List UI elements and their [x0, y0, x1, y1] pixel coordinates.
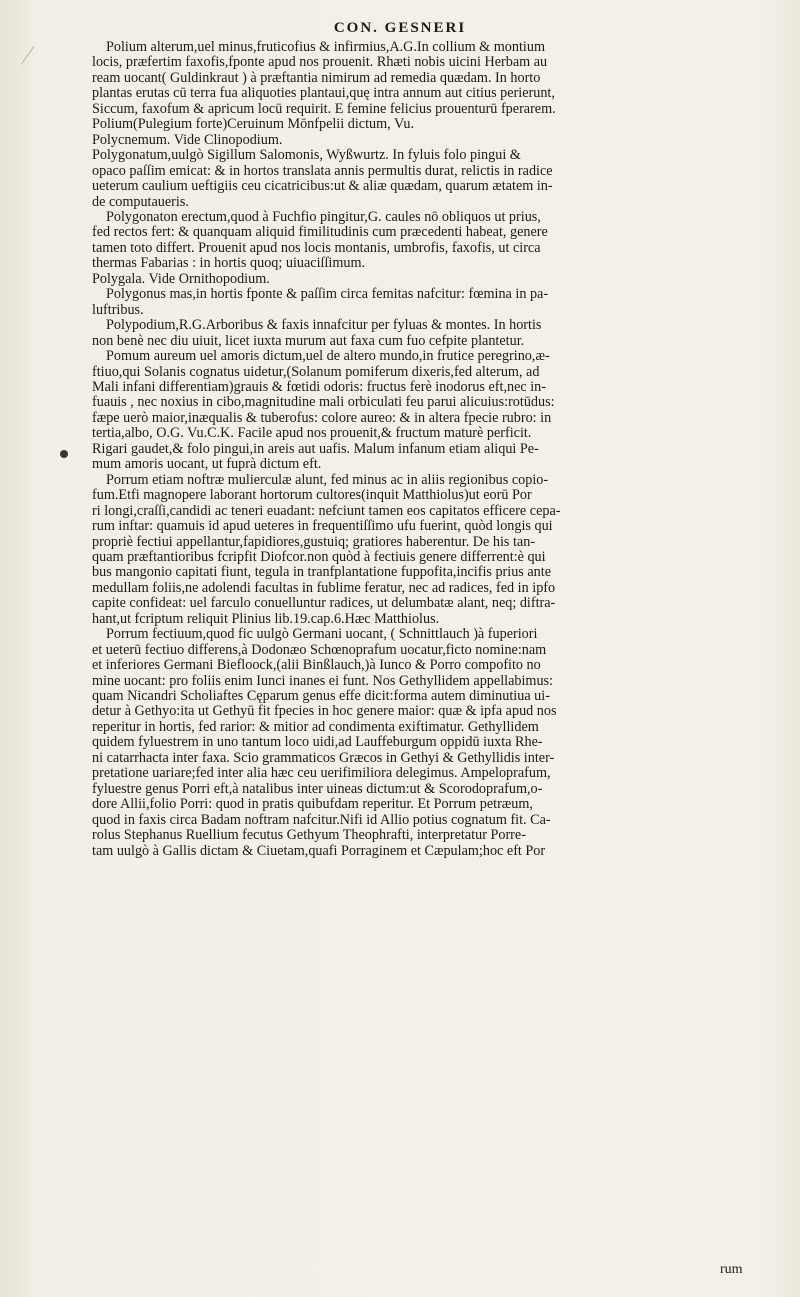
text-line: bus mangonio capitati fiunt, tegula in tranfplantatione fuppofita,incifis prius ante: [92, 564, 552, 581]
text-line: medullam foliis,ne adolendi facultas in fublime feratur, nec ad radices, fed in ipfo: [92, 579, 556, 596]
text-line: Polygala. Vide Ornithopodium.: [92, 270, 270, 287]
text-line: Porrum fectiuum,quod fic uulgò Germani uocant, ( Schnittlauch )à fuperiori: [106, 626, 538, 643]
text-line: thermas Fabarias : in hortis quoq; uiuaciſſimum.: [92, 255, 366, 272]
text-line: rum inftar: quamuis id apud ueteres in frequentiſſimo ufu fuerint, quòd longis qui: [92, 518, 553, 535]
text-line: fum.Etfi magnopere laborant hortorum cultores(inquit Matthiolus)ut eorū Por: [92, 487, 532, 504]
text-line: opaco paſſim emicat: & in hortos translata annis permultis durat, relictis in radice: [92, 162, 553, 179]
text-line: Polygonatum,uulgò Sigillum Salomonis, Wyßwurtz. In fyluis folo pingui &: [92, 147, 521, 164]
text-line: propriè fectiui appellantur,fapidiores,gustuiq; gratiores haberentur. De his tan-: [92, 533, 536, 550]
text-line: dore Allii,folio Porri: quod in pratis quibufdam reperitur. Et Porrum petræum,: [92, 796, 533, 813]
text-line: fed rectos fert: & quanquam aliquid fimilitudinis cum præcedenti habeat, genere: [92, 224, 548, 241]
text-line: luftribus.: [92, 301, 144, 318]
text-line: quidem fyluestrem in uno tantum loco uidi,ad Lauffeburgum oppidū iuxta Rhe-: [92, 734, 543, 751]
text-line: Rigari gaudet,& folo pingui,in areis aut uafis. Malum infanum etiam aliqui Pe-: [92, 440, 539, 457]
text-line: rolus Stephanus Ruellium fecutus Gethyum Theophrafti, interpretatur Porre-: [92, 827, 526, 844]
text-line: Mali infani differentiam)grauis & fœtidi odoris: fructus ferè inodorus eft,nec in-: [92, 378, 546, 395]
text-line: tam uulgò à Gallis dictam & Ciuetam,quafi Porraginem et Cæpulam;hoc eft Por: [92, 842, 546, 859]
text-line: quod in faxis circa Badam noftram nafcitur.Nifi id Allio potius cognatum fit. Ca-: [92, 811, 551, 828]
text-line: fuauis , nec noxius in cibo,magnitudine mali orbiculati feu parui alicuius:rotūdus:: [92, 394, 555, 411]
text-line: hant,ut fcriptum reliquit Plinius lib.19.cap.6.Hæc Matthiolus.: [92, 610, 440, 627]
text-line: Siccum, faxofum & apricum locū requirit. E femine felicius prouenturū fperarem.: [92, 100, 556, 117]
running-header: CON. GESNERI: [333, 20, 467, 36]
text-line: ftiuo,qui Solanis cognatus uidetur,(Solanum pomiferum dixeris,fed alterum, ad: [92, 363, 540, 380]
text-line: fyluestre genus Porri eft,à natalibus inter uineas dictum:ut & Scorodoprafum,o-: [92, 780, 543, 797]
pencil-mark: [21, 46, 37, 66]
text-line: mine uocant: pro foliis enim Iunci inanes ei funt. Nos Gethyllidem appellabimus:: [92, 672, 553, 689]
text-line: Polygonus mas,in hortis fponte & paſſim circa femitas nafcitur: fœmina in pa-: [106, 286, 549, 303]
text-line: quam Nicandri Scholiaftes Cęparum genus effe dicit:forma autem diminutiua ui-: [92, 688, 550, 705]
text-line: et ueterū fectiuo differens,à Dodonæo Schœnoprafum uocatur,ficto nomine:nam: [92, 641, 547, 658]
text-line: quam præftantioribus fcripfit Diofcor.non quòd à fectiuis genere differrent:è qui: [92, 548, 546, 565]
text-line: non benè nec diu uiuit, licet iuxta murum aut faxa cum fuo cefpite plantetur.: [92, 332, 525, 349]
text-line: Polium alterum,uel minus,fruticofius & infirmius,A.G.In collium & montium: [106, 39, 545, 55]
text-line: reperitur in hortis, fed rarior: & mitior ad condimenta exiftimatur. Gethyllidem: [92, 718, 539, 735]
text-line: tamen toto differt. Prouenit apud nos locis montanis, umbrofis, faxofis, ut circa: [92, 239, 541, 256]
catchword: rum: [720, 1262, 743, 1277]
text-line: Polycnemum. Vide Clinopodium.: [92, 131, 283, 148]
text-line: pretatione uariare;fed inter alia hæc ceu uerifimiliora delegimus. Ampeloprafum,: [92, 765, 551, 782]
margin-dot: [60, 450, 68, 458]
text-line: et inferiores Germani Biefloock,(alii Binßlauch,)à Iunco & Porro compofito no: [92, 657, 541, 674]
text-line: ni catarrhacta inter faxa. Scio grammaticos Græcos in Gethyi & Gethyllidis inter-: [92, 749, 555, 766]
body-text: [92, 40, 752, 859]
text-line: ri longi,craſſi,candidi ac teneri euadant: nefciunt tamen eos capitatos efficere cepa-: [92, 502, 561, 519]
text-line: de computaueris.: [92, 193, 189, 210]
text-line: Polium(Pulegium forte)Ceruinum Mōnfpelii dictum, Vu.: [92, 116, 415, 133]
text-line: detur à Gethyo:ita ut Gethyū fit fpecies in hoc genere maior: quæ & ipfa apud nos: [92, 703, 557, 720]
text-line: locis, præfertim faxofis,fponte apud nos prouenit. Rhæti nobis uicini Herbam au: [92, 54, 548, 71]
text-line: ream uocant( Guldinkraut ) à præftantia nimirum ad remedia quædam. In horto: [92, 69, 541, 86]
text-line: tertia,albo, O.G. Vu.C.K. Facile apud nos prouenit,& fructum maturè perficit.: [92, 425, 532, 442]
text-line: Polypodium,R.G.Arboribus & faxis innafcitur per fyluas & montes. In hortis: [106, 317, 542, 334]
text-line: ueterum caulium ueftigiis ceu cicatricibus:ut & aliæ quædam, quarum ætatem in-: [92, 178, 553, 195]
text-line: capite confideat: uel farculo conuelluntur radices, ut delumbatæ alant, neq; diftra-: [92, 595, 556, 612]
text-line: Polygonaton erectum,quod à Fuchfio pingitur,G. caules nō obliquos ut prius,: [106, 208, 541, 225]
text-line: Pomum aureum uel amoris dictum,uel de altero mundo,in frutice peregrino,æ-: [106, 348, 550, 365]
text-line: Porrum etiam noftræ mulierculæ alunt, fed minus ac in aliis regionibus copio-: [106, 471, 549, 488]
text-line: fæpe uerò maior,inæqualis & tuberofus: colore aureo: & in altera fpecie rubro: in: [92, 409, 552, 426]
text-line: plantas erutas cū terra fua aliquoties plantaui,quę intra annum aut citius perierunt,: [92, 85, 555, 102]
text-line: mum amoris uocant, ut fuprà dictum eft.: [92, 456, 322, 473]
